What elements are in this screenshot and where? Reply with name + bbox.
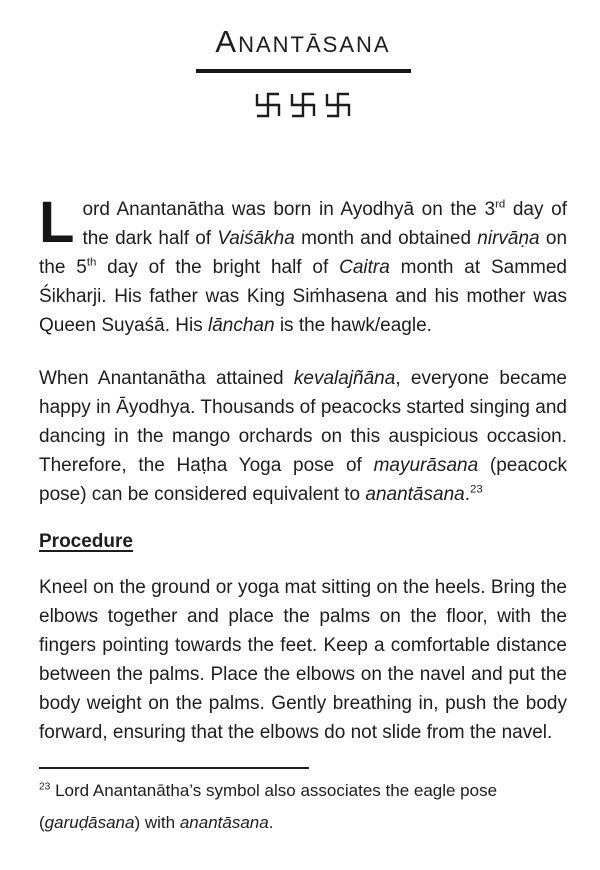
jain-swastika-icon	[254, 91, 282, 119]
page-title-rest: NANTĀSANA	[238, 32, 391, 57]
procedure-heading: Procedure	[39, 531, 133, 552]
drop-cap: L	[39, 190, 75, 255]
history-paragraph: When Anantanātha attained kevalajñāna, everyone became happy in Āyodhya. Thousands of peacocks started singing and dancing in the mango orchards on this auspicious occasion. Therefore, the Haṭha Yoga pose of mayurāsana (peacock pose) can be considered equivalent to anantāsana.$^{23}$	[39, 368, 567, 505]
page-title-initial: A	[215, 24, 239, 59]
page-header	[39, 24, 567, 119]
page-title	[39, 24, 567, 66]
procedure-paragraph: Kneel on the ground or yoga mat sitting on the heels. Bring the elbows together and place the palms on the floor, with the fingers pointing towards the feet. Keep a comfortable distance between the palms. Place the elbows on the navel and put the body weight on the palms. Gently breathing in, push the body forward, ensuring that the elbows do not slide from the navel.	[39, 577, 567, 743]
jain-swastika-row	[39, 91, 567, 119]
footnote	[39, 767, 567, 839]
footnote-rule	[39, 767, 309, 769]
intro-paragraph	[39, 190, 568, 340]
intro-paragraph-text: ord Anantanātha was born in Ayodhyā on the 3rd day of the dark half of Vaiśākha month and obtained nirvāṇa on the 5th day of the bright half of Caitra month at Sammed Śikharji. His father was King Siṁhasena and his mother was Queen Suyaśā. His lānchan is the hawk/eagle.	[39, 198, 568, 336]
jain-swastika-icon	[289, 91, 317, 119]
article-body	[39, 190, 568, 747]
footnote-text: $^{23}$ Lord Anantanātha’s symbol also associates the eagle pose (garuḍāsana) with anantāsana.	[39, 781, 498, 832]
jain-swastika-icon	[324, 91, 352, 119]
title-underline	[196, 69, 411, 73]
